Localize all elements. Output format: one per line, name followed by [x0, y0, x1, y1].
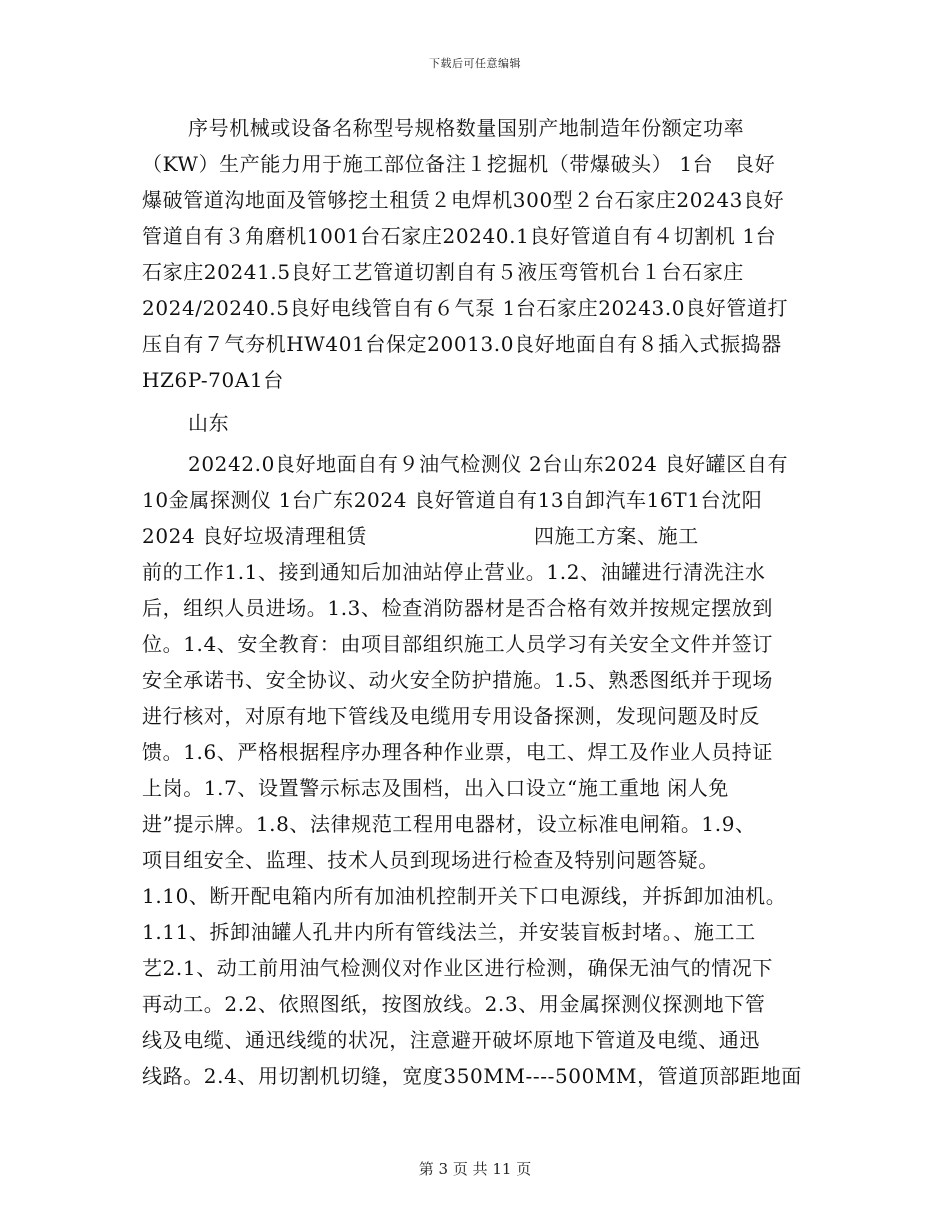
body-line: 爆破管道沟地面及管够挖土租赁２电焊机300型２台石家庄20243良好	[142, 188, 785, 212]
page-footer: 第 3 页 共 11 页	[418, 1160, 532, 1178]
body-line: 艺2.1、动工前用油气检测仪对作业区进行检测，确保无油气的情况下	[142, 956, 774, 980]
body-line: 馈。1.6、严格根据程序办理各种作业票，电工、焊工及作业人员持证	[142, 740, 774, 764]
body-line: 进行核对，对原有地下管线及电缆用专用设备探测，发现问题及时反	[142, 704, 760, 728]
body-line: 10金属探测仪 1台广东2024 良好管道自有13自卸汽车16T1台沈阳	[142, 488, 763, 512]
body-line: 位。1.4、安全教育：由项目部组织施工人员学习有关安全文件并签订	[142, 632, 774, 656]
body-line: 20242.0良好地面自有９油气检测仪 2台山东2024 良好罐区自有	[188, 452, 789, 476]
body-line: 进”提示牌。1.8、法律规范工程用电器材，设立标准电闸箱。1.9、	[142, 812, 756, 836]
body-line: 1.10、断开配电箱内所有加油机控制开关下口电源线，并拆卸加油机。	[142, 884, 787, 908]
body-line: HZ6P-70A1台	[142, 368, 284, 392]
body-line: 压自有７气夯机HW401台保定20013.0良好地面自有８插入式振捣器	[142, 332, 782, 356]
body-line: 再动工。2.2、依照图纸，按图放线。2.3、用金属探测仪探测地下管	[142, 992, 766, 1016]
body-line: 线路。2.4、用切割机切缝，宽度350MM----500MM，管道顶部距地面	[142, 1064, 802, 1088]
body-line: 石家庄20241.5良好工艺管道切割自有５液压弯管机台１台石家庄	[142, 260, 744, 284]
page-header: 下载后可任意编辑	[429, 57, 521, 70]
body-line: 序号机械或设备名称型号规格数量国别产地制造年份额定功率	[188, 116, 745, 140]
body-line: 线及电缆、通迅线缆的状况，注意避开破坏原地下管道及电缆、通迅	[142, 1028, 760, 1052]
body-line: 2024/20240.5良好电线管自有６气泵 1台石家庄20243.0良好管道打	[142, 296, 789, 320]
body-line: 1.11、拆卸油罐人孔井内所有管线法兰，并安装盲板封堵。、施工工	[142, 920, 756, 944]
body-line: 后，组织人员进场。1.3、检查消防器材是否合格有效并按规定摆放到	[142, 596, 774, 620]
body-line: 前的工作1.1、接到通知后加油站停止营业。1.2、油罐进行清洗注水	[142, 560, 766, 584]
body-line: 管道自有３角磨机1001台石家庄20240.1良好管道自有４切割机 1台	[142, 224, 777, 248]
body-line: 上岗。1.7、设置警示标志及围档，出入口设立“施工重地 闲人免	[142, 776, 729, 800]
body-line: 安全承诺书、安全协议、动火安全防护措施。1.5、熟悉图纸并于现场	[142, 668, 774, 692]
body-line: 2024 良好垃圾清理租赁 四施工方案、施工	[142, 524, 699, 548]
body-line: （KW）生产能力用于施工部位备注１挖掘机（带爆破头） 1台 良好	[142, 152, 776, 176]
body-line: 项目组安全、监理、技术人员到现场进行检查及特别问题答疑。	[142, 848, 719, 872]
body-line: 山东	[188, 411, 230, 435]
